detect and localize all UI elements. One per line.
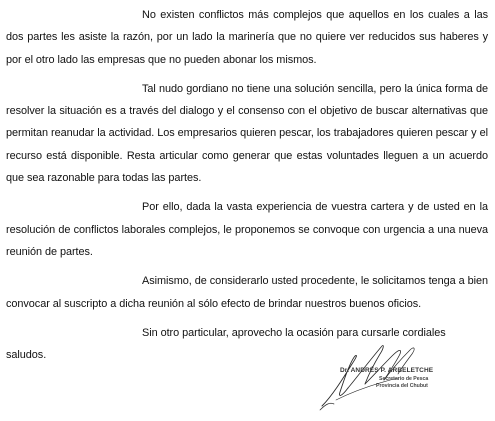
paragraph-closing: Sin otro particular, aprovecho la ocasión para cursarle cordiales saludos. (6, 326, 446, 362)
paragraph-proposal: Por ello, dada la vasta experiencia de vuestra cartera y de usted en la resolución de conflictos laborales complejos, le proponemos se convoque con urgencia a una nueva reunión de partes. (6, 201, 488, 258)
signatory-province: Provincia del Chubut (376, 383, 428, 389)
paragraph-conflicts: No existen conflictos más complejos que aquellos en los cuales a las dos partes les asiste la razón, por un lado la marinería que no quiere ver reducidos sus haberes y por el otro lado las empresas que no pueden abonar los mismos. (6, 9, 488, 66)
signatory-role: Secretario de Pesca (379, 376, 429, 382)
paragraph-gordian-knot: Tal nudo gordiano no tiene una solución sencilla, pero la única forma de resolver la situación es a través del dialogo y el consenso con el objetivo de buscar alternativas que permitan reanudar la actividad. Los empresarios quieren pescar, los trabajadores quieren pescar y el recurso está disponible. Resta articular como generar que estas voluntades lleguen a un acuerdo que sea razonable para todas las partes. (6, 82, 488, 185)
letter-body (6, 4, 488, 373)
signature-block (318, 340, 488, 418)
signatory-name: Dr. ANDRÉS P. ARBELETCHE (340, 367, 434, 374)
paragraph-request: Asimismo, de considerarlo usted procedente, le solicitamos tenga a bien convocar al suscripto a dicha reunión al sólo efecto de brindar nuestros buenos oficios. (6, 275, 488, 310)
